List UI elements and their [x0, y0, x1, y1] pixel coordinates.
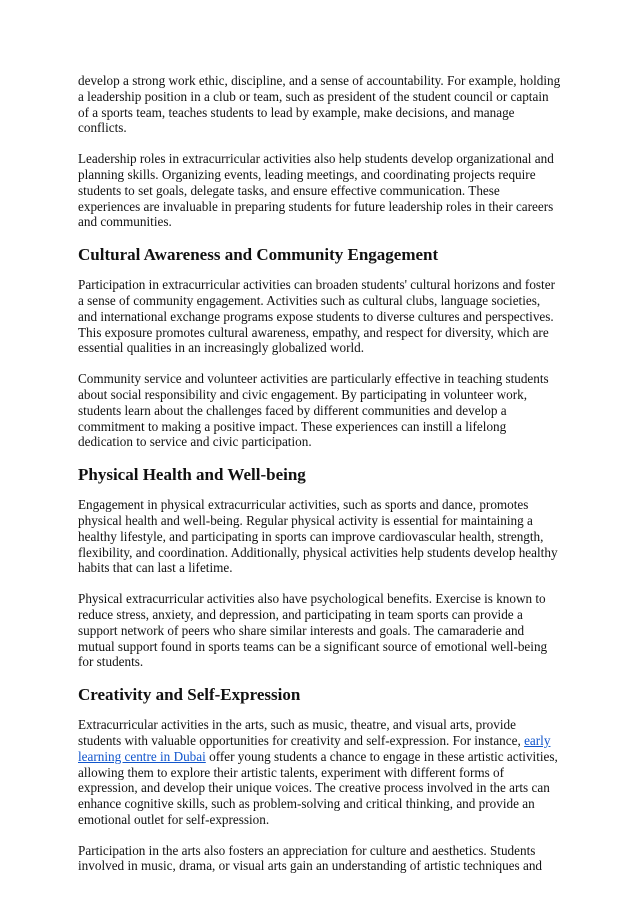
paragraph-arts-text-after: offer young students a chance to engage in these artistic activities, allowing them to explore their artistic talents, experiment with different forms of expression, and develop their unique voices. The creative process involved in the arts can enhance cognitive skills, such as problem-solving and critical thinking, and provide an emotional outlet for self-expression. — [78, 748, 558, 827]
paragraph-arts-text-before: Extracurricular activities in the arts, such as music, theatre, and visual arts, provide students with valuable opportunities for creativity and self-expression. For instance, — [78, 717, 525, 748]
early-learning-centre-link[interactable]: early learning centre in Dubai — [78, 732, 551, 764]
document-page — [78, 73, 562, 889]
paragraph-community-service: Community service and volunteer activities are particularly effective in teaching students about social responsibility and civic engagement. By participating in volunteer work, students learn about the challenges faced by different communities and develop a commitment to making a positive impact. These experiences can instill a lifelong dedication to service and civic participation. — [78, 371, 549, 450]
paragraph-psychological-benefits: Physical extracurricular activities also have psychological benefits. Exercise is known to reduce stress, anxiety, and depression, and participating in team sports can provide a support network of peers who share similar interests and goals. The camaraderie and mutual support found in sports teams can be a significant source of emotional well-being for students. — [78, 591, 548, 670]
paragraph-arts-appreciation: Participation in the arts also fosters an appreciation for culture and aesthetics. Students involved in music, drama, or visual arts gain an understanding of artistic techniques and — [78, 842, 543, 874]
heading-cultural-awareness: Cultural Awareness and Community Engagement — [78, 245, 439, 265]
paragraph-cultural-horizons: Participation in extracurricular activities can broaden students' cultural horizons and foster a sense of community engagement. Activities such as cultural clubs, language societies, and international exchange programs expose students to diverse cultures and perspectives. This exposure promotes cultural awareness, empathy, and respect for diversity, which are essential qualities in an increasingly globalized world. — [78, 277, 555, 356]
heading-creativity: Creativity and Self-Expression — [78, 685, 301, 705]
paragraph-work-ethic: develop a strong work ethic, discipline, and a sense of accountability. For example, holding a leadership position in a club or team, such as president of the student council or captain of a sports team, teaches students to lead by example, make decisions, and manage conflicts. — [78, 73, 561, 136]
paragraph-physical-activities: Engagement in physical extracurricular activities, such as sports and dance, promotes physical health and well-being. Regular physical activity is essential for maintaining a healthy lifestyle, and participating in sports can improve cardiovascular health, strength, flexibility, and coordination. Additionally, physical activities help students develop healthy habits that can last a lifetime. — [78, 497, 558, 576]
paragraph-arts-opportunities — [78, 717, 562, 828]
heading-physical-health: Physical Health and Well-being — [78, 465, 306, 485]
paragraph-leadership-roles: Leadership roles in extracurricular activities also help students develop organizational and planning skills. Organizing events, leading meetings, and coordinating projects require students to set goals, delegate tasks, and ensure effective communication. These experiences are invaluable in preparing students for future leadership roles in their careers and communities. — [78, 151, 554, 230]
